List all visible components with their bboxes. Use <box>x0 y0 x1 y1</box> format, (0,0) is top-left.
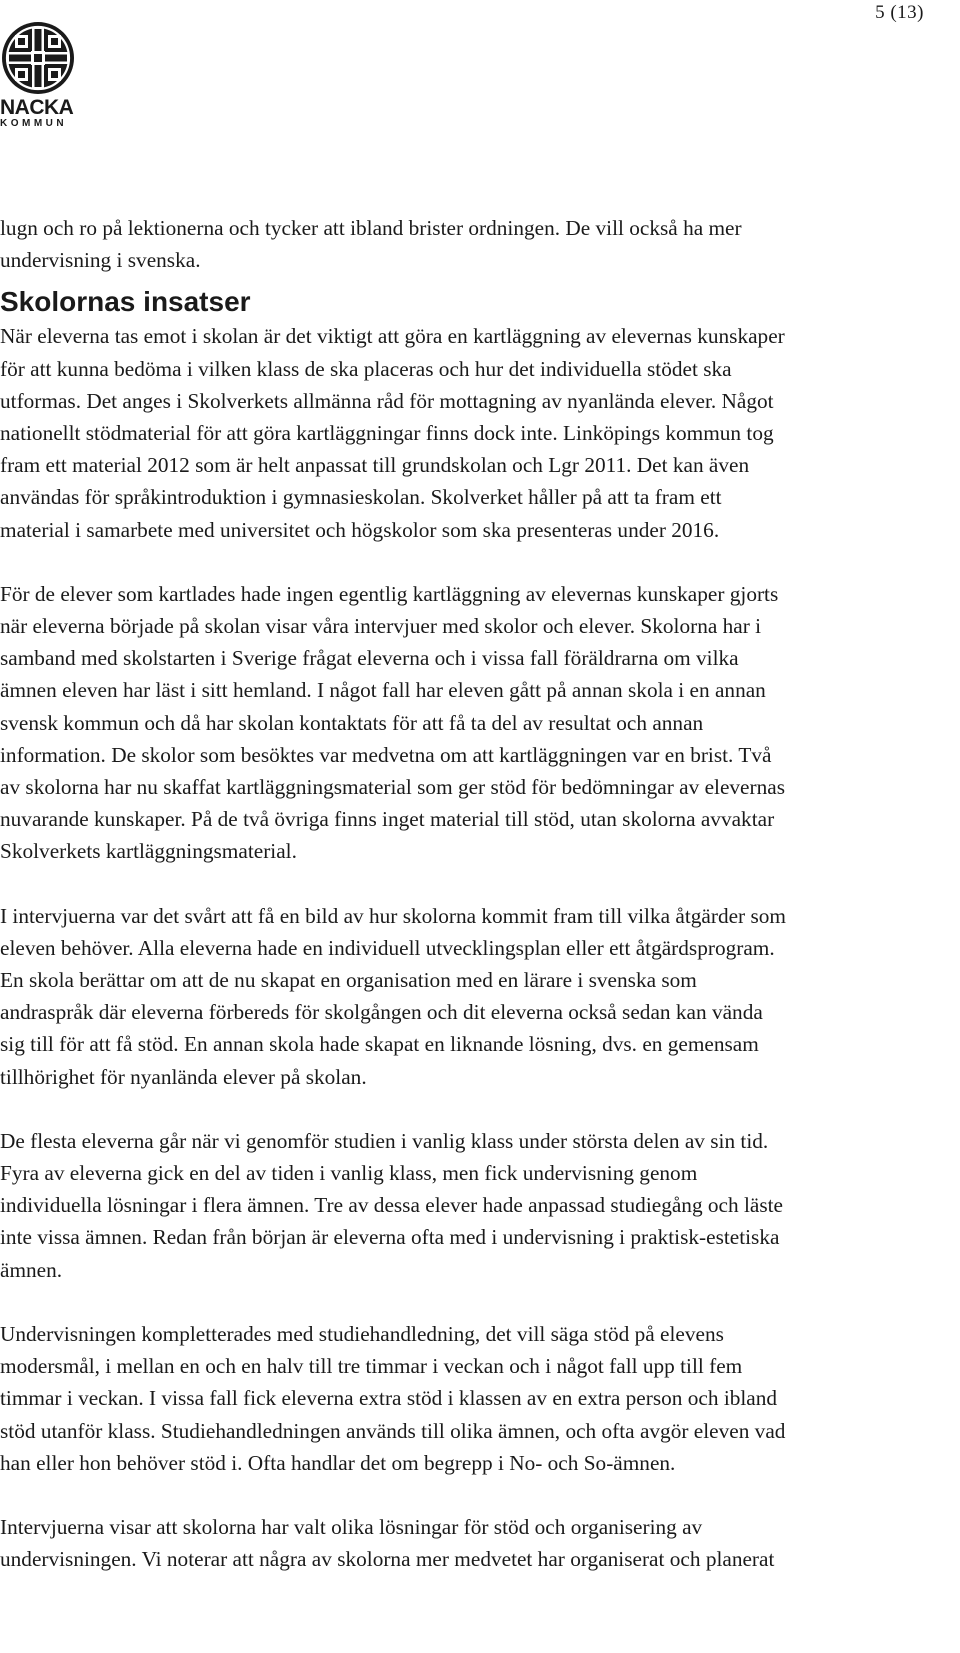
section-heading: Skolornas insatser <box>0 286 251 318</box>
text-line: I intervjuerna var det svårt att få en bild av hur skolorna kommit fram till vilka åtgärder som <box>0 903 786 928</box>
text-line: andraspråk där eleverna förbereds för skolgången och dit eleverna också sedan kan vända <box>0 1000 763 1025</box>
text-line: ämnen. <box>0 1257 63 1282</box>
text-line: Skolverkets kartläggningsmaterial. <box>0 839 297 864</box>
page-number: 5 (13) <box>875 2 924 23</box>
paragraph-4 <box>0 1125 960 1286</box>
text-line: modersmål, i mellan en och en halv till tre timmar i veckan och i något fall upp till fem <box>0 1354 743 1379</box>
text-line: Intervjuerna visar att skolorna har valt olika lösningar för stöd och organisering av <box>0 1514 703 1539</box>
text-line: timmar i veckan. I vissa fall fick eleverna extra stöd i klassen av en extra person och ibland <box>0 1386 778 1411</box>
text-line: han eller hon behöver stöd i. Ofta handlar det om begrepp i No- och So-ämnen. <box>0 1450 676 1475</box>
text-line: ämnen eleven har läst i sitt hemland. I något fall har eleven gått på annan skola i en annan <box>0 678 766 703</box>
text-line: undervisning i svenska. <box>0 248 201 273</box>
text-line: De flesta eleverna går när vi genomför studien i vanlig klass under största delen av sin tid. <box>0 1128 769 1153</box>
text-line: nuvarande kunskaper. På de två övriga finns inget material till stöd, utan skolorna avvaktar <box>0 807 775 832</box>
text-line: För de elever som kartlades hade ingen egentlig kartläggning av elevernas kunskaper gjorts <box>0 581 779 606</box>
text-line: användas för språkintroduktion i gymnasieskolan. Skolverket håller på att ta fram ett <box>0 485 722 510</box>
text-line: nationellt stödmaterial för att göra kartläggningar finns dock inte. Linköpings kommun tog <box>0 421 774 446</box>
text-line: utformas. Det anges i Skolverkets allmänna råd för mottagning av nyanlända elever. Något <box>0 388 774 413</box>
text-line: inte vissa ämnen. Redan från början är eleverna ofta med i undervisning i praktisk-estetiska <box>0 1225 780 1250</box>
text-line: fram ett material 2012 som är helt anpassat till grundskolan och Lgr 2011. Det kan även <box>0 453 750 478</box>
text-line: svensk kommun och då har skolan kontaktats för att få ta del av resultat och annan <box>0 710 704 735</box>
text-line: lugn och ro på lektionerna och tycker att ibland brister ordningen. De vill också ha mer <box>0 216 742 240</box>
text-line: Fyra av eleverna gick en del av tiden i vanlig klass, men fick undervisning genom <box>0 1161 698 1186</box>
text-line: när eleverna började på skolan visar våra intervjuer med skolor och elever. Skolorna har i <box>0 614 762 639</box>
document-body <box>0 212 960 1575</box>
text-line: undervisningen. Vi noterar att några av skolorna mer medvetet har organiserat och planerat <box>0 1547 775 1572</box>
text-line: En skola berättar om att de nu skapat en organisation med en lärare i svenska som <box>0 968 697 993</box>
text-line: När eleverna tas emot i skolan är det viktigt att göra en kartläggning av elevernas kunskaper <box>0 324 785 349</box>
text-line: stöd utanför klass. Studiehandledningen används till olika ämnen, och ofta avgör eleven vad <box>0 1418 786 1443</box>
text-line: Undervisningen kompletterades med studiehandledning, det vill säga stöd på elevens <box>0 1321 724 1346</box>
text-line: individuella lösningar i flera ämnen. Tre av dessa elever hade anpassad studiegång och läste <box>0 1193 784 1218</box>
intro-paragraph <box>0 212 960 276</box>
text-line: av skolorna har nu skaffat kartläggningsmaterial som ger stöd för bedömningar av elevernas <box>0 775 785 800</box>
logo-name: NACKA <box>0 96 74 119</box>
text-line: för att kunna bedöma i vilken klass de ska placeras och hur det individuella stödet ska <box>0 356 732 381</box>
text-line: sig till för att få stöd. En annan skola hade skapat en liknande lösning, dvs. en gemensam <box>0 1032 759 1057</box>
paragraph-5 <box>0 1318 960 1479</box>
nacka-emblem-icon <box>0 20 76 96</box>
text-line: material i samarbete med universitet och högskolor som ska presenteras under 2016. <box>0 517 720 542</box>
logo-subtitle: KOMMUN <box>0 118 68 129</box>
paragraph-1 <box>0 320 960 545</box>
paragraph-3 <box>0 900 960 1093</box>
text-line: samband med skolstarten i Sverige frågat eleverna och i vissa fall föräldrarna om vilka <box>0 646 739 671</box>
text-line: tillhörighet för nyanlända elever på skolan. <box>0 1064 367 1089</box>
paragraph-6 <box>0 1511 960 1575</box>
text-line: eleven behöver. Alla eleverna hade en individuell utvecklingsplan eller ett åtgärdsprogram. <box>0 935 775 960</box>
text-line: information. De skolor som besöktes var medvetna om att kartläggningen var en brist. Två <box>0 742 772 767</box>
paragraph-2 <box>0 578 960 868</box>
nacka-kommun-logo <box>0 20 80 129</box>
